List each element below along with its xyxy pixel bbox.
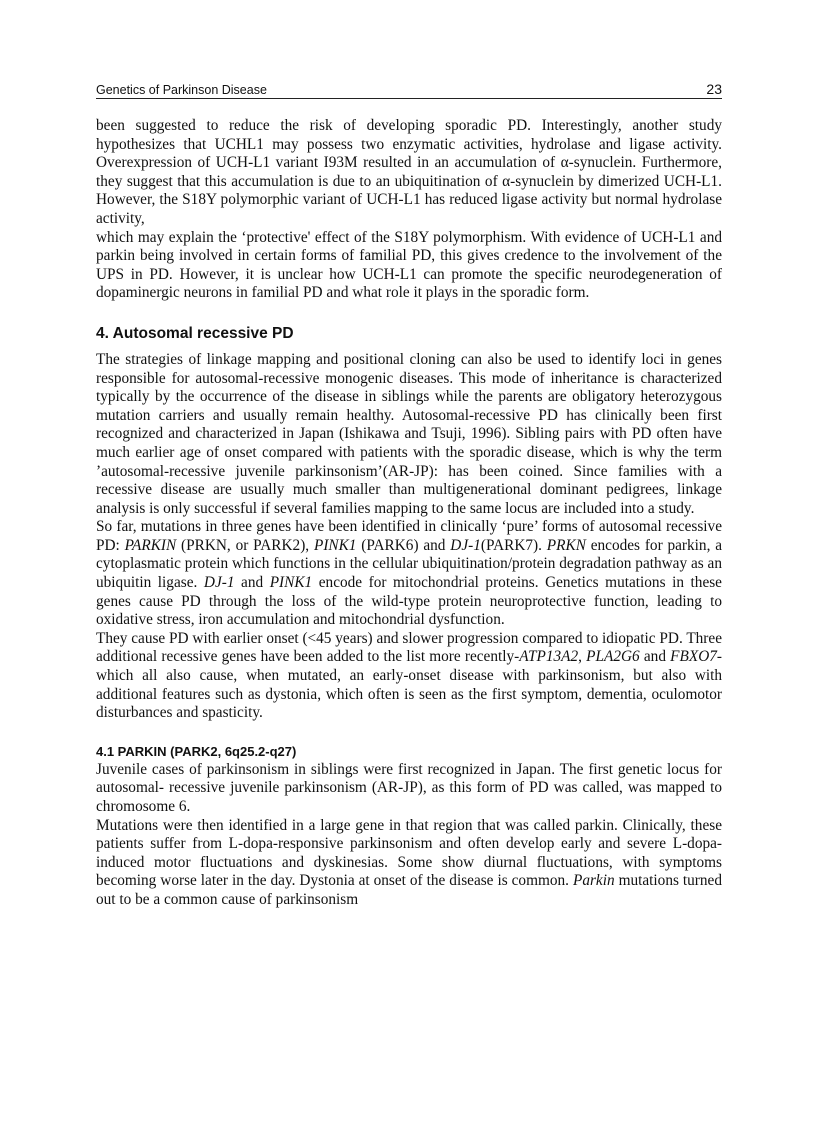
gene-name: PRKN: [546, 536, 586, 554]
page-body: [96, 117, 722, 910]
text: (PARK7).: [480, 536, 547, 554]
text: They cause PD with earlier onset (<45 years) and slower progression compared to idiopatic PD. Three additional recessive genes have been added to the list more recently-: [96, 629, 722, 666]
text: - which all also cause, when mutated, an early-onset disease with parkinsonism, but also with additional features such as dystonia, which often is seen as the first symptom, dementia, oculomotor disturbances and spasticity.: [96, 648, 722, 722]
gene-name: PINK1: [313, 536, 357, 554]
text: (PRKN, or PARK2),: [176, 536, 314, 554]
paragraph: [96, 817, 722, 910]
subsection-heading: 4.1 PARKIN (PARK2, 6q25.2-q27): [96, 743, 297, 759]
page-number: 23: [706, 81, 722, 97]
gene-name: DJ-1: [450, 536, 481, 554]
text: encode for mitochondrial proteins. Genetics mutations in these genes cause PD through the loss of the wild-type protein neuroprotective function, leading to oxidative stress, iron accumulation and mitochondrial dysfunction.: [96, 574, 722, 629]
text: Mutations were then identified in a large gene in that region that was called parkin. Clinically, these patients suffer from L-dopa-responsive parkinsonism and often develop early and severe L-dopa-induced motor fluctuations and dyskinesias. Some show diurnal fluctuations, with symptoms becoming worse later in the day. Dystonia at onset of the disease is common.: [96, 816, 722, 890]
gene-name: Parkin: [572, 872, 615, 890]
text: (PARK6) and: [356, 536, 451, 554]
paragraph: The strategies of linkage mapping and positional cloning can also be used to identify loci in genes responsible for autosomal-recessive monogenic diseases. This mode of inheritance is characterized typically by the occurrence of the disease in siblings while the parents are obligatory heterozygous mutation carriers and usually remain healthy. Autosomal-recessive PD has clinically been first recognized and characterized in Japan (Ishikawa and Tsuji, 1996). Sibling pairs with PD often have much earlier age of onset compared with patients with the sporadic disease, which is why the term ’autosomal-recessive juvenile parkinsonism’(AR-JP): has been coined. Since families with a recessive disease are usually much smaller than multigenerational dominant pedigrees, linkage analysis is only successful if several families mapping to the same locus are included into a study.: [96, 350, 722, 517]
gene-name: FBXO7: [670, 648, 717, 666]
gene-name: ATP13A2: [519, 648, 579, 666]
paragraph: [96, 630, 722, 723]
paragraph: which may explain the ‘protective' effect of the S18Y polymorphism. With evidence of UCH-L1 and parkin being involved in certain forms of familial PD, this gives credence to the involvement of the UPS in PD. However, it is unclear how UCH-L1 can promote the specific neurodegeneration of dopaminergic neurons in familial PD and what role it plays in the sporadic form.: [96, 228, 722, 302]
text: ,: [578, 648, 587, 666]
text: and: [639, 648, 671, 666]
gene-name: PINK1: [269, 574, 313, 592]
running-title: Genetics of Parkinson Disease: [96, 83, 267, 97]
section-heading: 4. Autosomal recessive PD: [96, 324, 294, 342]
text: mutations turned out to be a common cause of parkinsonism: [96, 872, 722, 908]
running-header: [96, 80, 722, 99]
text: and: [234, 574, 270, 592]
text: encodes for parkin, a cytoplasmatic protein which functions in the cellular ubiquitination/protein degradation pathway as an ubiquitin ligase.: [96, 536, 723, 592]
gene-name: DJ-1: [203, 574, 235, 592]
paragraph: Juvenile cases of parkinsonism in siblings were first recognized in Japan. The first genetic locus for autosomal- recessive juvenile parkinsonism (AR-JP), as this form of PD was called, was mapped to chromosome 6.: [96, 760, 722, 815]
paragraph: been suggested to reduce the risk of developing sporadic PD. Interestingly, another study hypothesizes that UCHL1 may possess two enzymatic activities, hydrolase and ligase activity. Overexpression of UCH-L1 variant I93M resulted in an accumulation of α-synuclein. Furthermore, they suggest that this accumulation is due to an ubiquitination of α-synuclein by dimerized UCH-L1. However, the S18Y polymorphic variant of UCH-L1 has reduced ligase activity but normal hydrolase activity,: [96, 117, 722, 227]
text: So far, mutations in three genes have been identified in clinically ‘pure’ forms of autosomal recessive PD:: [96, 518, 722, 554]
paragraph: [96, 518, 722, 630]
gene-name: PLA2G6: [586, 648, 640, 666]
gene-name: PARKIN: [124, 536, 177, 554]
